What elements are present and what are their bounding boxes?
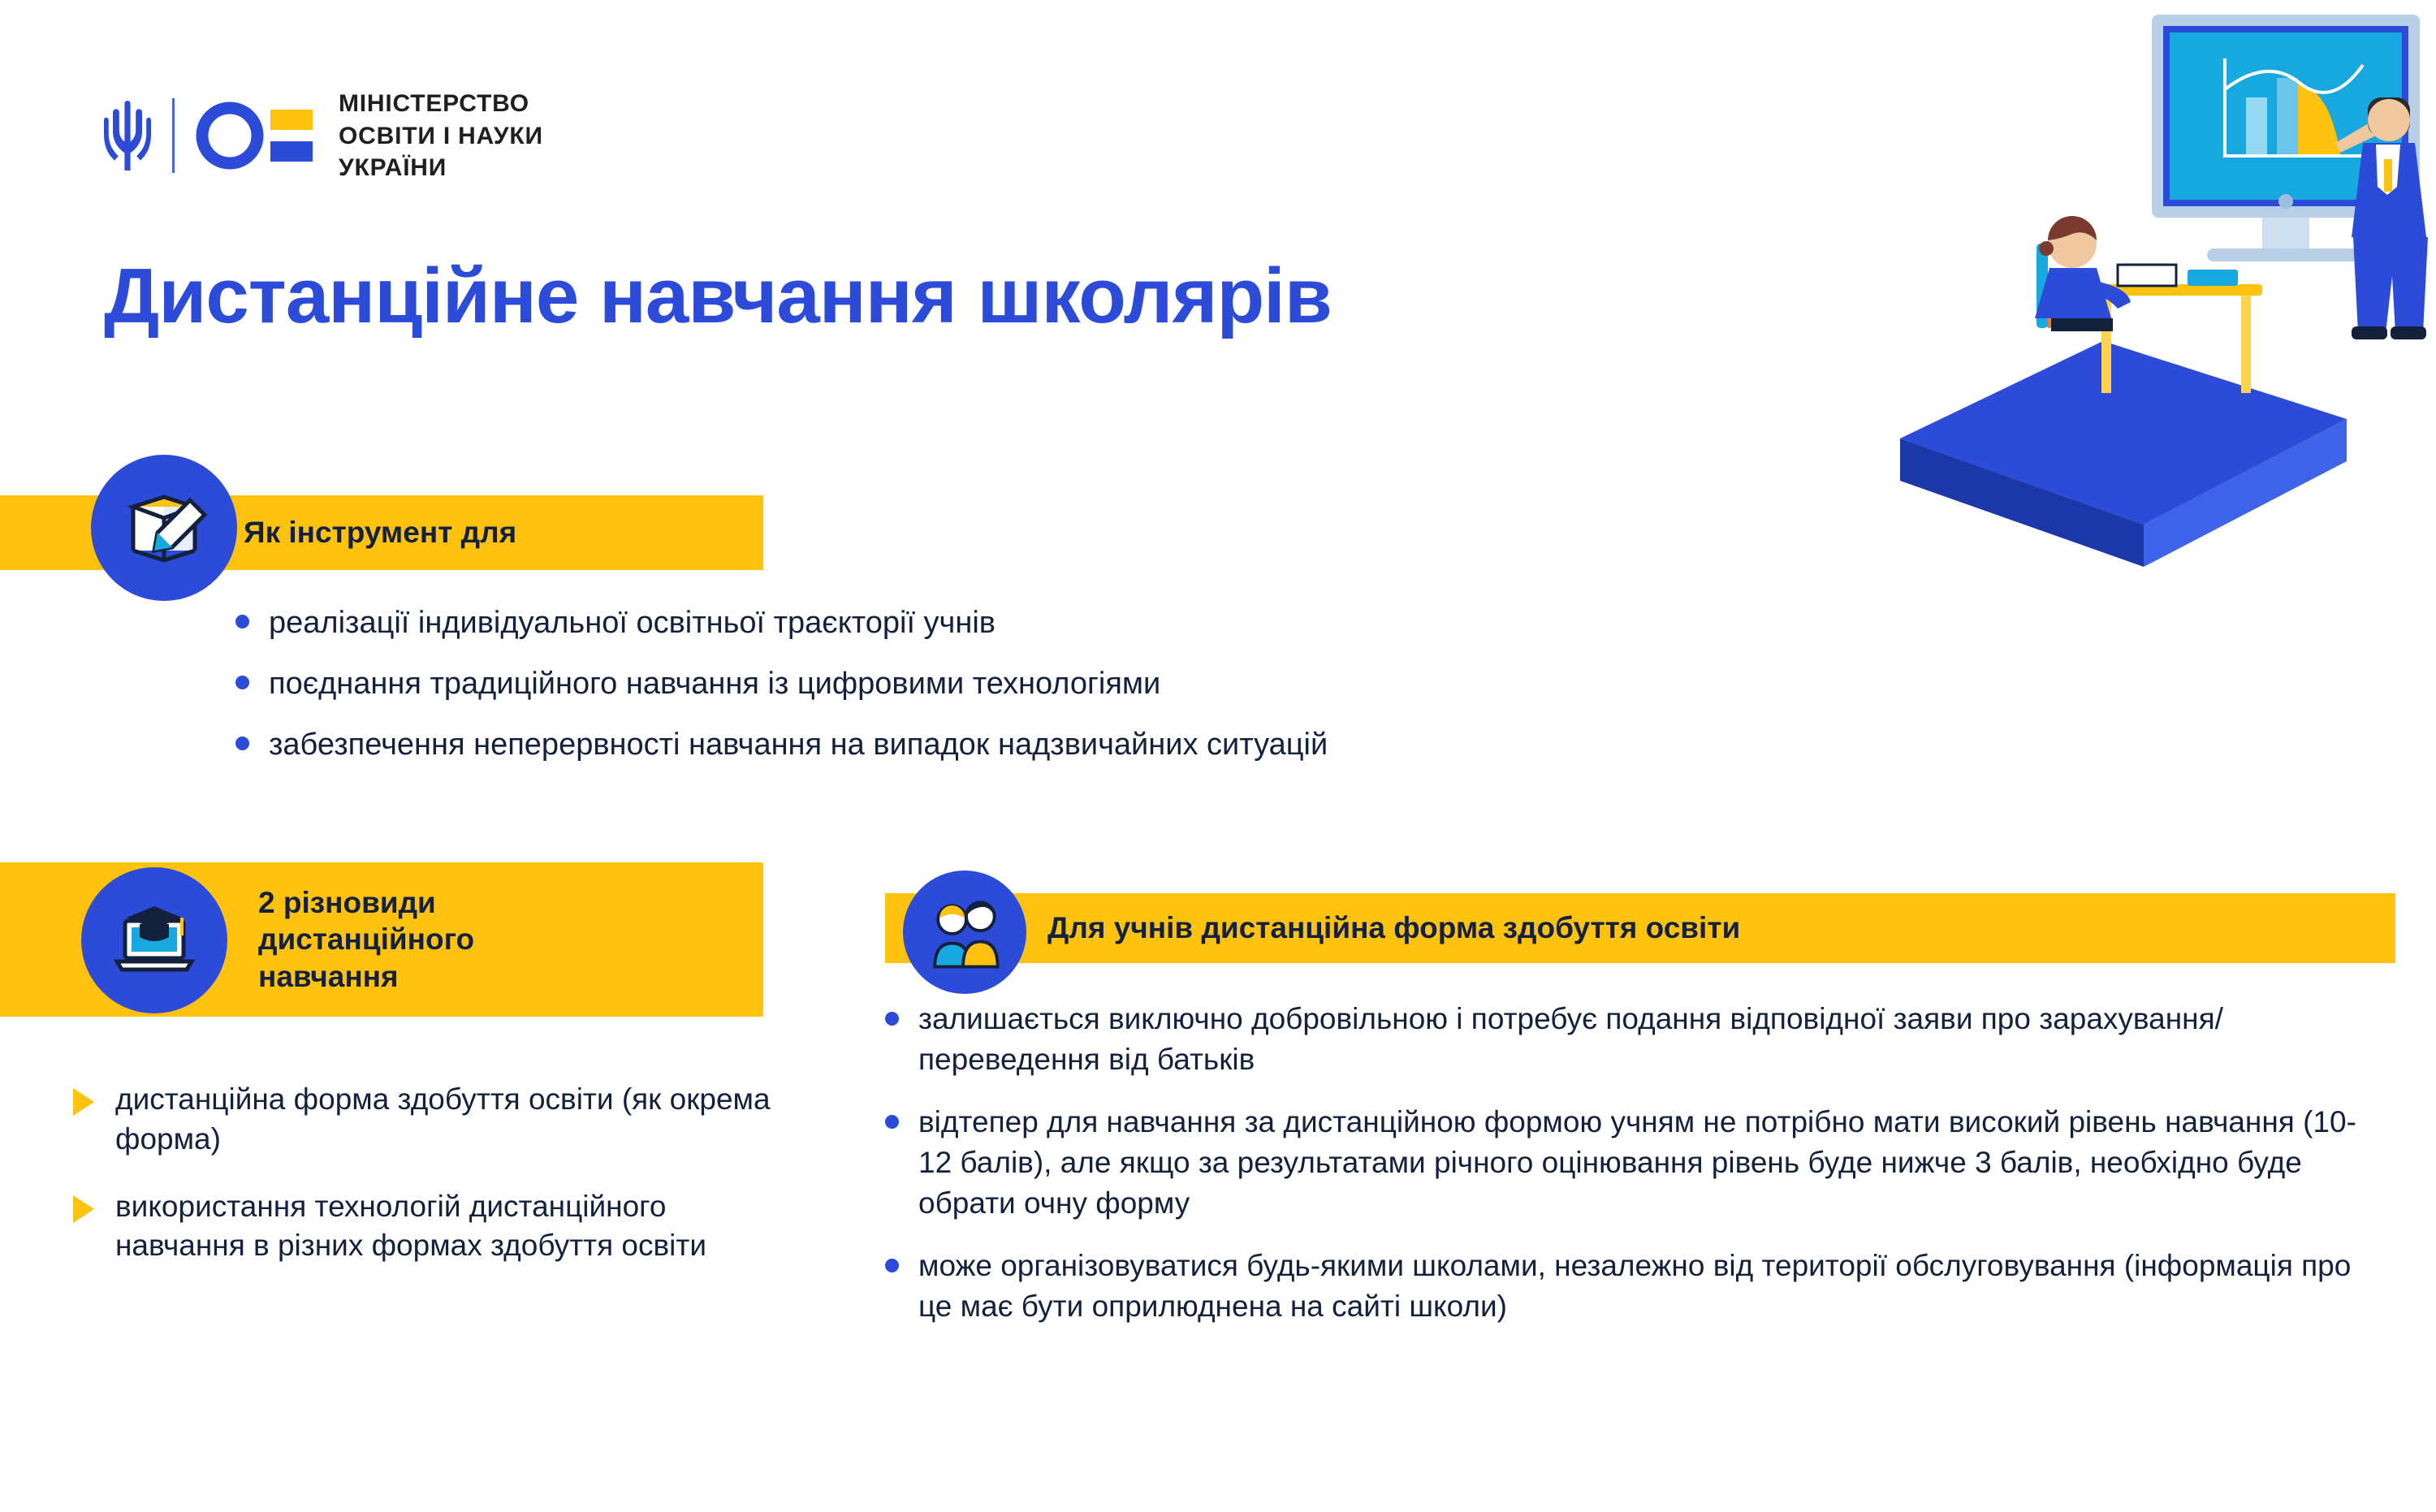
bullet-dot-icon [235, 676, 249, 689]
page-title: Дистанційне навчання школярів [104, 253, 1332, 339]
list-item [885, 999, 2371, 1081]
open-book-base [1900, 341, 2347, 567]
arrow-bullet-icon [73, 1195, 94, 1223]
list-kinds [73, 1080, 788, 1294]
book-pen-glyph [115, 479, 213, 577]
list-item [885, 1246, 2371, 1328]
bullet-dot-icon [235, 615, 249, 629]
laptop-graduation-cap-icon [81, 867, 227, 1013]
section-banner-students [885, 893, 2395, 963]
list-tools [235, 601, 1778, 784]
list-item-text: відтепер для навчання за дистанційною формою учням не потрібно мати високий рівень навчання (10-12 балів), але якщо за результатами річного оцінювання рівень буде нижче 3 балів, необхідно буде обрати очну форму [918, 1104, 2356, 1220]
mon-logo-mark-icon [196, 98, 317, 173]
two-students-glyph [918, 885, 1012, 979]
section-heading-kinds-line-1: 2 різновиди [258, 886, 436, 920]
section-heading-kinds-line-2: дистанційного [258, 922, 475, 957]
list-item [235, 601, 1778, 646]
ministry-name-line-1: МІНІСТЕРСТВО [339, 90, 529, 117]
list-item [235, 723, 1778, 767]
laptop-cap-glyph [106, 892, 203, 989]
two-students-icon [903, 870, 1026, 994]
list-students [885, 999, 2371, 1348]
distance-learning-illustration [1803, 0, 2436, 715]
ukraine-trident-icon [104, 101, 151, 171]
bullet-dot-icon [235, 737, 249, 750]
ministry-logo [104, 88, 543, 184]
section-heading-students: Для учнів дистанційна форма здобуття освіти [1047, 911, 1741, 945]
list-item-text: реалізації індивідуальної освітньої траєкторії учнів [269, 606, 996, 640]
section-heading-kinds [258, 884, 474, 994]
list-item-text: дистанційна форма здобуття освіти (як окрема форма) [115, 1082, 771, 1156]
bullet-dot-icon [885, 1259, 899, 1272]
list-item-text: може організовуватися будь-якими школами, незалежно від території обслуговування (інформація про це має бути оприлюднена на сайті школи) [918, 1248, 2352, 1323]
list-item [885, 1102, 2371, 1225]
bullet-dot-icon [885, 1012, 899, 1026]
ministry-name-line-3: УКРАЇНИ [339, 154, 447, 182]
ministry-name [339, 88, 543, 184]
list-item-text: забезпечення неперервності навчання на випадок надзвичайних ситуацій [269, 728, 1328, 762]
ministry-name-line-2: ОСВІТИ І НАУКИ [339, 122, 543, 149]
list-item-text: залишається виключно добровільною і потребує подання відповідної заяви про зарахування/переведення від батьків [918, 1002, 2223, 1077]
section-heading-kinds-line-3: навчання [258, 959, 399, 993]
bullet-dot-icon [885, 1115, 899, 1129]
section-heading-tools: Як інструмент для [244, 516, 517, 550]
book-pen-icon [91, 455, 237, 601]
list-item [73, 1080, 788, 1160]
list-item-text: поєднання традиційного навчання із цифровими технологіями [269, 667, 1161, 702]
list-item-text: використання технологій дистанційного навчання в різних формах здобуття освіти [115, 1189, 706, 1263]
list-item [235, 662, 1778, 706]
arrow-bullet-icon [73, 1088, 94, 1116]
logo-divider [172, 98, 175, 173]
list-item [73, 1187, 788, 1267]
